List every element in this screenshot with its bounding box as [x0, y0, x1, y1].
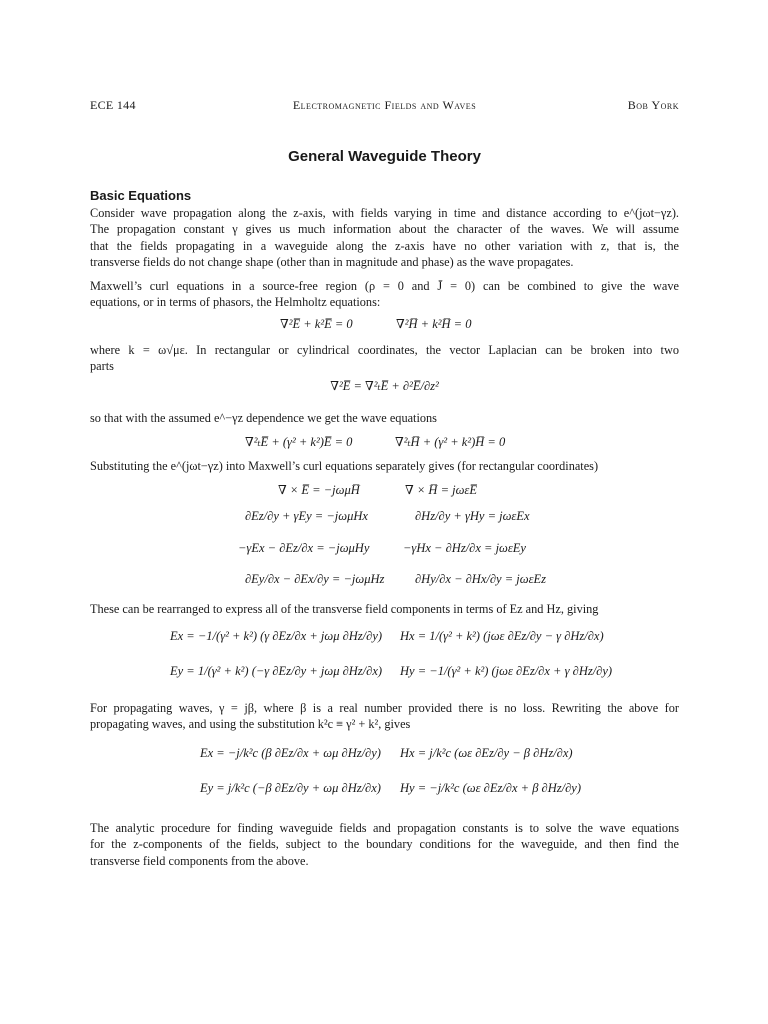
text-line: transverse field components from the above. — [90, 853, 309, 868]
text-line: The propagation constant γ gives us much information about the character of the waves. We will assume — [90, 222, 679, 237]
paragraph-rearranged — [90, 601, 679, 617]
equation-helmholtz-h: ∇²H̅ + k²H̅ = 0 — [396, 317, 472, 331]
equation-wave-e: ∇²ₜE̅ + (γ² + k²)E̅ = 0 — [245, 435, 353, 449]
equation-curl-e2: −γEx − ∂Ez/∂x = −jωμHy — [238, 541, 370, 555]
helmholtz-equations — [90, 316, 679, 340]
paragraph-dependence — [90, 410, 679, 426]
equation-curl-e3: ∂Ey/∂x − ∂Ex/∂y = −jωμHz — [245, 572, 385, 586]
propagating-equations-row1 — [90, 746, 679, 770]
course-subject: Electromagnetic Fields and Waves — [292, 98, 477, 112]
equation-curl-h3: ∂Hy/∂x − ∂Hx/∂y = jωεEz — [415, 572, 546, 586]
laplacian-equation — [90, 378, 679, 402]
curl-components-1 — [90, 509, 679, 533]
text-line: propagating waves, and using the substitution k²c ≡ γ² + k², gives — [90, 717, 411, 732]
equation-hx: Hx = 1/(γ² + k²) (jωε ∂Ez/∂y − γ ∂Hz/∂x) — [400, 629, 604, 643]
equation-ey-propagating: Ey = j/k²c (−β ∂Ez/∂y + ωμ ∂Hz/∂x) — [200, 781, 381, 795]
equation-hy: Hy = −1/(γ² + k²) (jωε ∂Ez/∂x + γ ∂Hz/∂y) — [400, 664, 613, 678]
paragraph-procedure — [90, 820, 679, 869]
text-line: Substituting the e^(jωt−γz) into Maxwell’s curl equations separately gives (for rectangular coordinates) — [90, 459, 599, 473]
text-line: For propagating waves, γ = jβ, where β is a real number provided there is no loss. Rewriting the above for — [90, 701, 679, 715]
page-title: General Waveguide Theory — [288, 148, 481, 165]
section-heading: Basic Equations — [90, 188, 192, 203]
equation-wave-h: ∇²ₜH̅ + (γ² + k²)H̅ = 0 — [395, 435, 506, 449]
paragraph-laplacian — [90, 342, 679, 375]
equation-helmholtz-e: ∇²E̅ + k²E̅ = 0 — [280, 317, 353, 331]
text-line: transverse fields do not change shape (other than in magnitude and phase) as the wave propagates. — [90, 255, 574, 270]
equation-ey: Ey = 1/(γ² + k²) (−γ ∂Ez/∂y + jωμ ∂Hz/∂x) — [170, 664, 383, 678]
text-line: The analytic procedure for finding waveguide fields and propagation constants is to solve the wave equations — [90, 821, 679, 835]
paragraph-propagating — [90, 700, 679, 733]
paragraph-maxwell — [90, 278, 679, 311]
equation-laplacian: ∇²E̅ = ∇²ₜE̅ + ∂²E̅/∂z² — [330, 379, 439, 393]
text-line: equations, or in terms of phasors, the Helmholtz equations: — [90, 295, 381, 310]
equation-curl-e: ∇ × E̅ = −jωμH̅ — [278, 483, 360, 497]
curl-equations — [90, 482, 679, 506]
equation-ex-propagating: Ex = −j/k²c (β ∂Ez/∂x + ωμ ∂Hz/∂y) — [200, 746, 381, 760]
text-line: Maxwell’s curl equations in a source-free region (ρ = 0 and J̄ = 0) can be combined to give the wave — [90, 279, 679, 293]
equation-ex: Ex = −1/(γ² + k²) (γ ∂Ez/∂x + jωμ ∂Hz/∂y) — [170, 629, 383, 643]
equation-curl-h: ∇ × H̅ = jωεE̅ — [405, 483, 477, 497]
transverse-equations-row1 — [90, 629, 679, 653]
equation-curl-h2: −γHx − ∂Hz/∂x = jωεEy — [403, 541, 526, 555]
equation-hx-propagating: Hx = j/k²c (ωε ∂Ez/∂y − β ∂Hz/∂x) — [400, 746, 573, 760]
equation-curl-e1: ∂Ez/∂y + γEy = −jωμHx — [245, 509, 368, 523]
running-header — [90, 98, 679, 114]
equation-hy-propagating: Hy = −j/k²c (ωε ∂Ez/∂x + β ∂Hz/∂y) — [400, 781, 581, 795]
text-line: where k = ω√με. In rectangular or cylindrical coordinates, the vector Laplacian can be broken into two — [90, 343, 679, 357]
text-line: Consider wave propagation along the z-axis, with fields varying in time and distance according to e^(jωt−γz). — [90, 206, 679, 220]
text-line: so that with the assumed e^−γz dependence we get the wave equations — [90, 411, 437, 425]
paragraph-substituting — [90, 458, 679, 474]
propagating-equations-row2 — [90, 781, 679, 805]
text-line: that the fields propagating in a waveguide along the z-axis have no other variation with z, that is, the — [90, 238, 679, 253]
text-line: These can be rearranged to express all of the transverse field components in terms of Ez and Hz, giving — [90, 602, 599, 616]
paragraph-intro — [90, 205, 679, 271]
wave-equations — [90, 434, 679, 458]
text-line: for the z-components of the fields, subject to the boundary conditions for the waveguide, and then find the — [90, 837, 679, 852]
text-line: parts — [90, 359, 114, 374]
curl-components-2 — [90, 541, 679, 565]
transverse-equations-row2 — [90, 664, 679, 688]
curl-components-3 — [90, 572, 679, 596]
author-name: Bob York — [627, 98, 679, 112]
course-code: ECE 144 — [90, 98, 136, 112]
equation-curl-h1: ∂Hz/∂y + γHy = jωεEx — [415, 509, 530, 523]
